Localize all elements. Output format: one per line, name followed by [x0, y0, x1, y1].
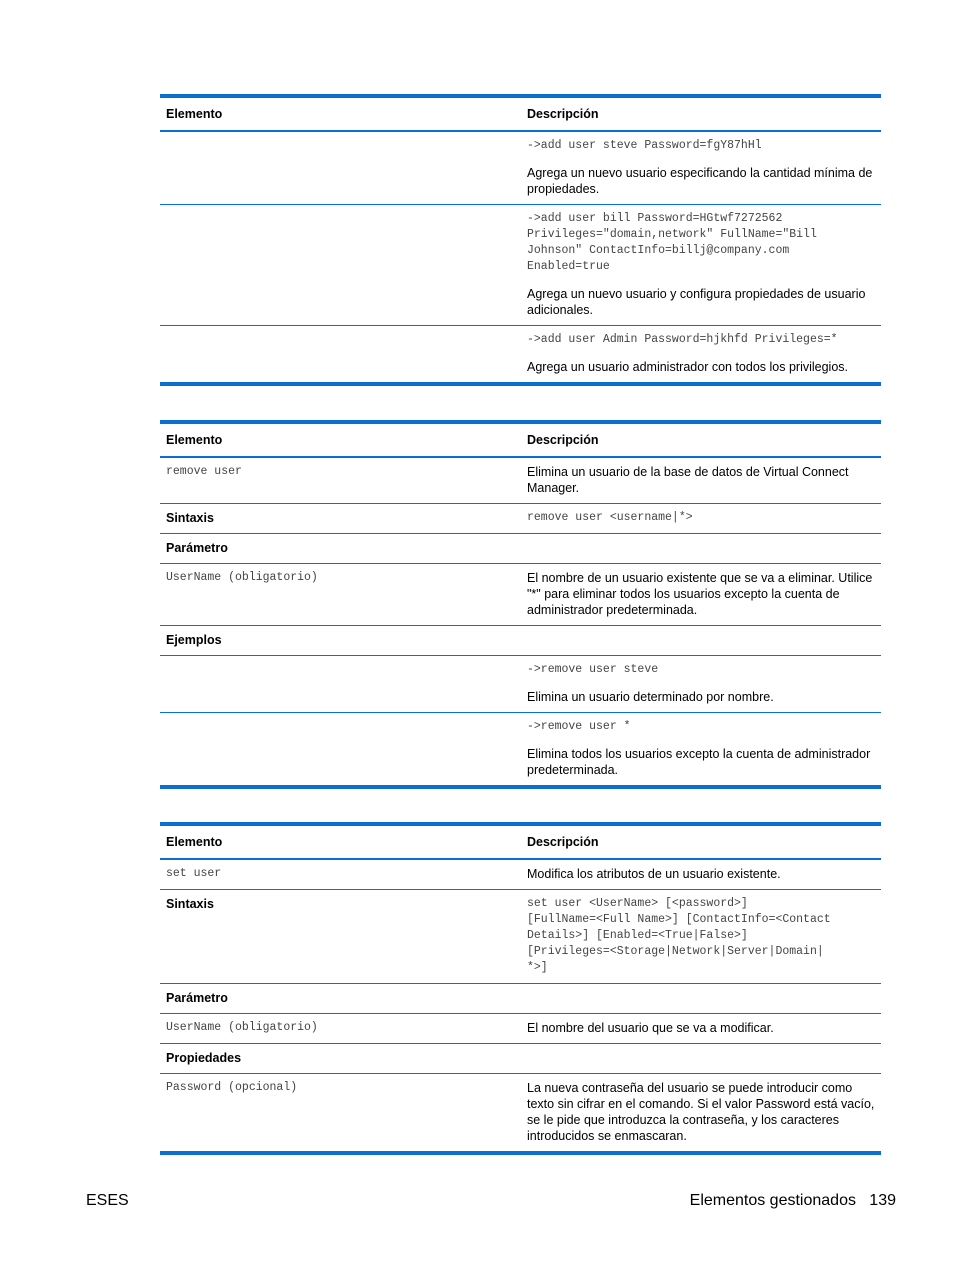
header-descripcion: Descripción [527, 107, 599, 121]
table-header [160, 826, 881, 859]
example-code: ->remove user * [527, 720, 631, 733]
header-descripcion: Descripción [527, 433, 599, 447]
section-row [160, 625, 881, 655]
command-name: set user [166, 867, 222, 880]
command-description: Elimina un usuario de la base de datos de Virtual Connect Manager. [527, 465, 849, 495]
example-description: Agrega un nuevo usuario y configura propiedades de usuario adicionales. [527, 287, 866, 317]
set-user-table [160, 822, 881, 1155]
footer-section-page: Elementos gestionados 139 [689, 1192, 896, 1209]
footer-locale: ESES [86, 1192, 129, 1209]
example-description: Elimina todos los usuarios excepto la cuenta de administrador predeterminada. [527, 747, 871, 777]
parameter-row [160, 563, 881, 625]
example-description: Elimina un usuario determinado por nombre. [527, 690, 774, 704]
table-row [160, 204, 881, 325]
syntax-value: remove user <username|*> [527, 511, 693, 524]
syntax-row [160, 889, 881, 983]
parameter-description: El nombre de un usuario existente que se va a eliminar. Utilice "*" para eliminar todos los usuarios excepto la cuenta de administrador predeterminada. [527, 571, 873, 617]
example-description: Agrega un usuario administrador con todos los privilegios. [527, 360, 849, 374]
example-code: ->add user bill Password=HGtwf7272562 Privileges="domain,network" FullName="Bill Johnson" ContactInfo=billj@company.com Enabled=true [527, 212, 824, 273]
table-header [160, 424, 881, 457]
command-row [160, 859, 881, 889]
property-description: La nueva contraseña del usuario se puede introducir como texto sin cifrar en el comando. Si el valor Password está vacío, se le pide que introduzca la contraseña, y los caracteres introducidos se enmascaran. [527, 1081, 875, 1143]
syntax-label: Sintaxis [166, 511, 214, 525]
examples-label: Ejemplos [166, 633, 222, 647]
parameter-description: El nombre del usuario que se va a modificar. [527, 1021, 774, 1035]
table-row [160, 325, 881, 382]
example-code: ->remove user steve [527, 663, 659, 676]
example-code: ->add user steve Password=fgY87hHl [527, 139, 762, 152]
section-row [160, 1043, 881, 1073]
syntax-row [160, 503, 881, 533]
syntax-label: Sintaxis [166, 897, 214, 911]
parameter-name: UserName (obligatorio) [166, 571, 318, 584]
table-row [160, 655, 881, 712]
table-header [160, 98, 881, 131]
parameter-label: Parámetro [166, 541, 228, 555]
table-row [160, 131, 881, 204]
add-user-examples-table [160, 94, 881, 386]
properties-label: Propiedades [166, 1051, 242, 1065]
parameter-row [160, 1013, 881, 1043]
header-elemento: Elemento [166, 835, 223, 849]
remove-user-table [160, 420, 881, 789]
section-row [160, 533, 881, 563]
property-name: Password (opcional) [166, 1081, 298, 1094]
section-row [160, 983, 881, 1013]
command-description: Modifica los atributos de un usuario existente. [527, 867, 781, 881]
command-name: remove user [166, 465, 242, 478]
syntax-value: set user <UserName> [<password>] [FullName=<Full Name>] [ContactInfo=<Contact Details>] [Enabled=<True|False>] [Privileges=<Storage|Network|Server|Domain| *>] [527, 897, 831, 974]
header-descripcion: Descripción [527, 835, 599, 849]
header-elemento: Elemento [166, 107, 223, 121]
command-row [160, 457, 881, 503]
example-code: ->add user Admin Password=hjkhfd Privileges=* [527, 333, 838, 346]
property-row [160, 1073, 881, 1151]
table-row [160, 712, 881, 785]
parameter-label: Parámetro [166, 991, 228, 1005]
example-description: Agrega un nuevo usuario especificando la cantidad mínima de propiedades. [527, 166, 873, 196]
header-elemento: Elemento [166, 433, 223, 447]
parameter-name: UserName (obligatorio) [166, 1021, 318, 1034]
